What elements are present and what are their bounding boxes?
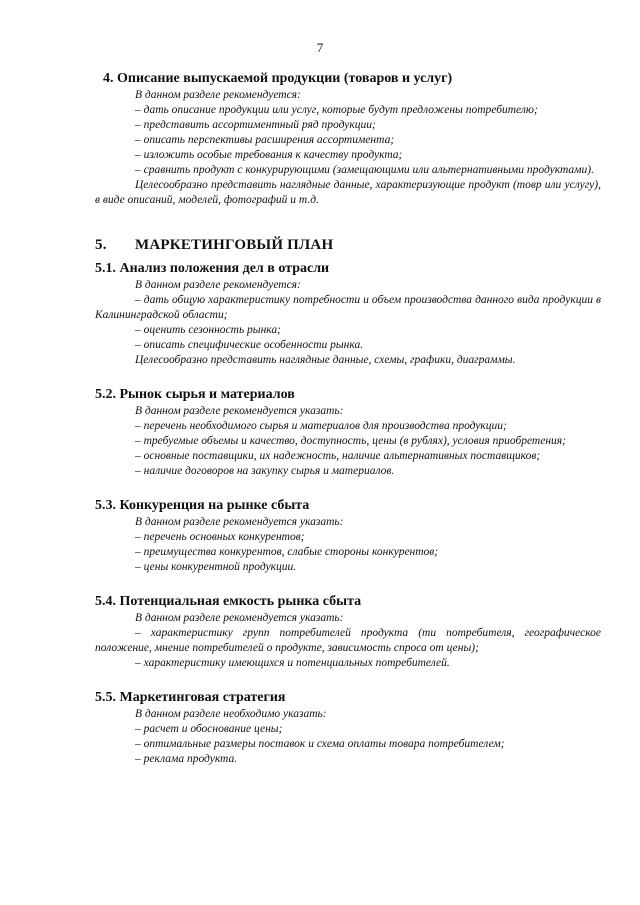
list-item: – наличие договоров на закупку сырья и материалов. <box>135 465 395 477</box>
subsection-5-3-heading: 5.3. Конкуренция на рынке сбыта <box>95 498 310 513</box>
section-5-heading <box>95 236 601 254</box>
list-item: – цены конкурентной продукции. <box>135 561 297 573</box>
list-item: – описать перспективы расширения ассортимента; <box>135 134 395 146</box>
subsection-5-4-heading: 5.4. Потенциальная емкость рынка сбыта <box>95 594 362 609</box>
list-item: – реклама продукта. <box>135 753 238 765</box>
list-item: – описать специфические особенности рынка. <box>135 339 364 351</box>
list-item: – представить ассортиментный ряд продукции; <box>135 119 376 131</box>
list-item: – перечень основных конкурентов; <box>135 531 305 543</box>
subsection-intro: В данном разделе необходимо указать: <box>135 708 327 720</box>
list-item: – оптимальные размеры поставок и схема оплаты товара потребителем; <box>135 738 505 750</box>
subsection-intro: В данном разделе рекомендуется указать: <box>135 405 344 417</box>
list-item: – дать общую характеристику потребности и объем производства данного вида продукции в Калининградской области; <box>95 294 601 321</box>
subsection-5-2-heading: 5.2. Рынок сырья и материалов <box>95 387 295 402</box>
subsection-intro: В данном разделе рекомендуется указать: <box>135 516 344 528</box>
section-5-title: МАРКЕТИНГОВЫЙ ПЛАН <box>135 237 334 253</box>
section-4-heading: 4. Описание выпускаемой продукции (товаров и услуг) <box>103 71 453 86</box>
section-4-note: Целесообразно представить наглядные данные, характеризующие продукт (товр или услугу), в виде описаний, моделей, фотографий и т.д. <box>95 179 601 206</box>
list-item: – дать описание продукции или услуг, которые будут предложены потребителю; <box>135 104 538 116</box>
list-item: – характеристику имеющихся и потенциальных потребителей. <box>135 657 450 669</box>
list-item: – преимущества конкурентов, слабые стороны конкурентов; <box>135 546 439 558</box>
section-5-number: 5. <box>95 237 107 253</box>
list-item: – характеристику групп потребителей продукта (ти потребителя, географическое положение, мнение потребителей о продукте, зависимость спроса от цены); <box>95 627 601 654</box>
list-item: – изложить особые требования к качеству продукта; <box>135 149 403 161</box>
list-item: – основные поставщики, их надежность, наличие альтернативных поставщиков; <box>135 450 541 462</box>
subsection-intro: В данном разделе рекомендуется: <box>135 279 301 291</box>
list-item: – требуемые объемы и качество, доступность, цены (в рублях), условия приобретения; <box>135 435 566 447</box>
list-item: – сравнить продукт с конкурирующими (замещающими или альтернативными продуктами). <box>135 164 594 176</box>
list-item: – расчет и обоснование цены; <box>135 723 283 735</box>
document-body <box>95 70 601 767</box>
list-item: – оценить сезонность рынка; <box>135 324 281 336</box>
page-number: 7 <box>316 40 324 55</box>
section-4-intro: В данном разделе рекомендуется: <box>135 89 301 101</box>
subsection-5-1-heading: 5.1. Анализ положения дел в отрасли <box>95 261 330 276</box>
subsection-5-5-heading: 5.5. Маркетинговая стратегия <box>95 690 286 705</box>
subsection-note: Целесообразно представить наглядные данные, схемы, графики, диаграммы. <box>135 354 516 366</box>
subsection-intro: В данном разделе рекомендуется указать: <box>135 612 344 624</box>
list-item: – перечень необходимого сырья и материалов для производства продукции; <box>135 420 507 432</box>
